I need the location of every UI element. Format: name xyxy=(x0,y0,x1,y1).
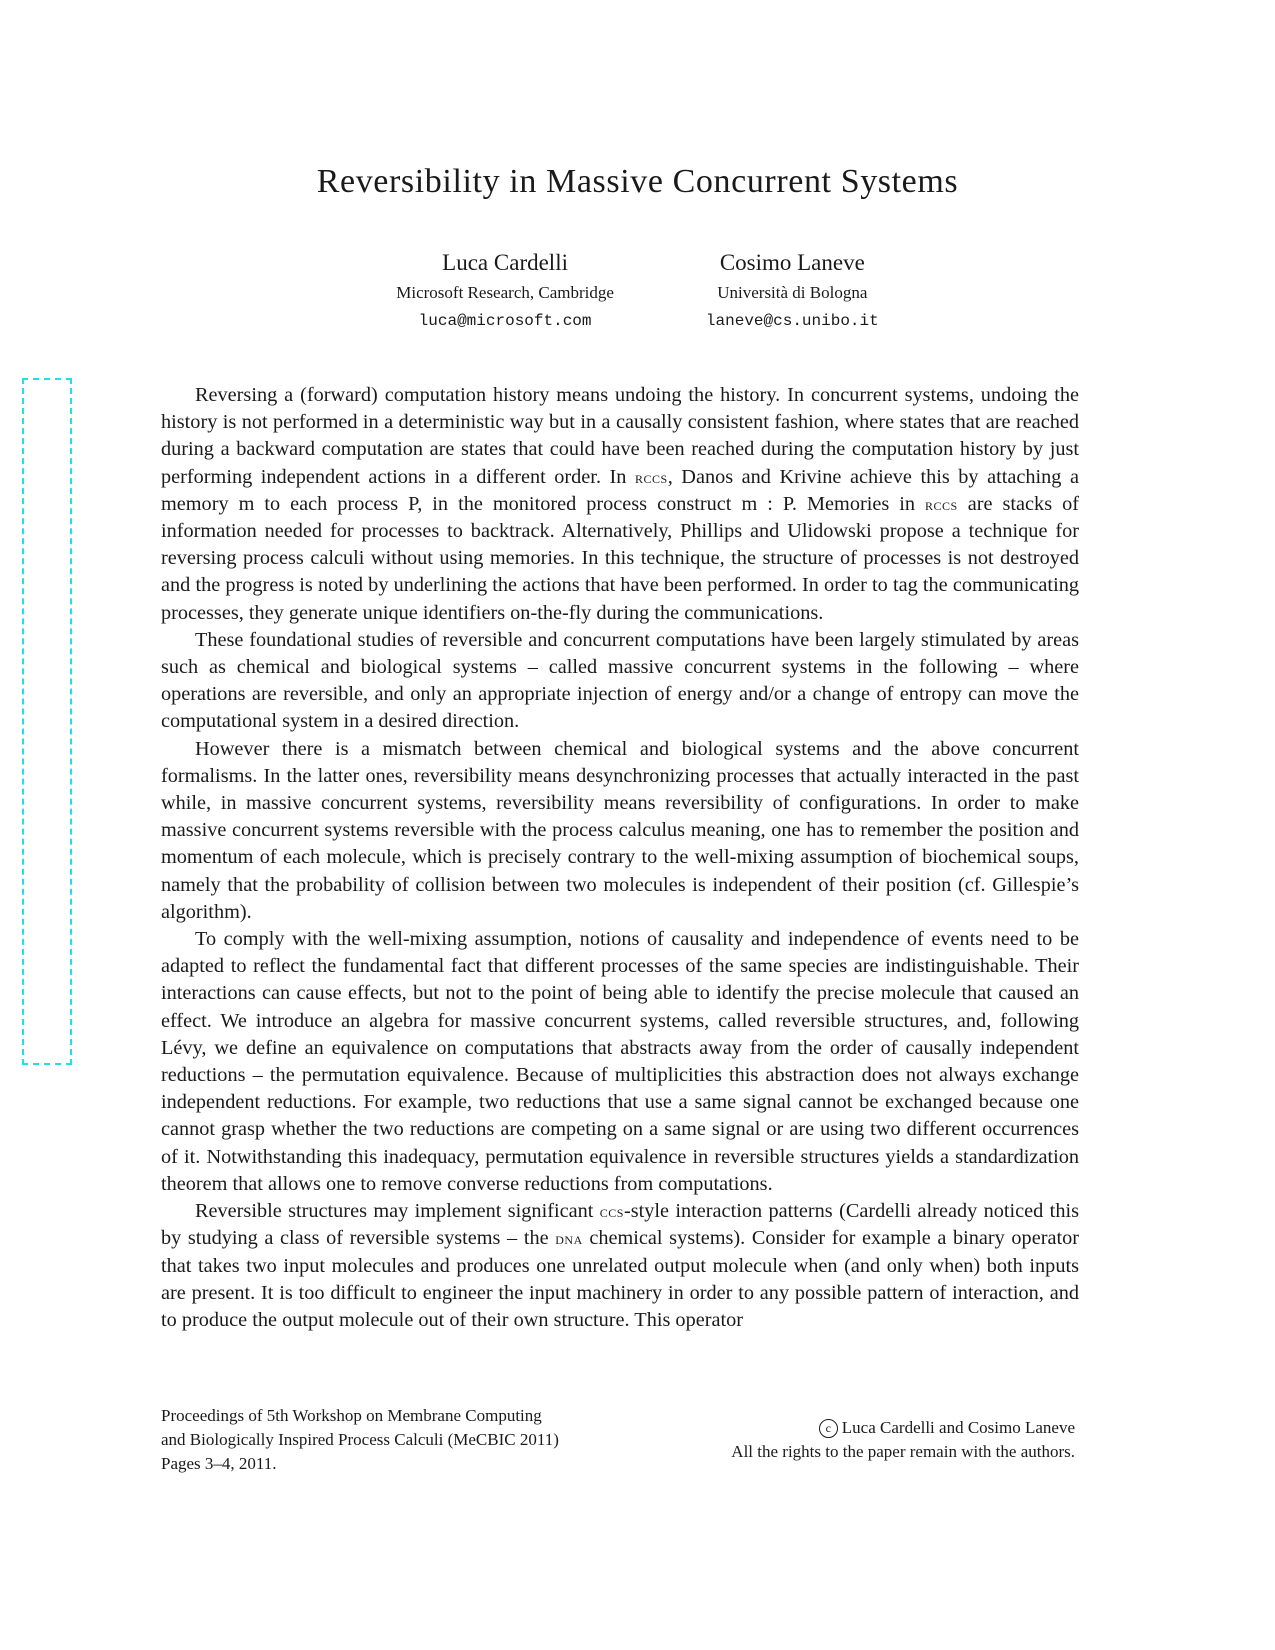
acronym-small-caps: rccs xyxy=(635,466,668,487)
body-paragraph xyxy=(161,382,1079,627)
proceedings-line: Pages 3–4, 2011. xyxy=(161,1454,277,1473)
paragraph-text: chemical systems). Consider for example a binary operator that takes two input molecules and produces one unrelated output molecule when (and only when) both inputs are present. It is too difficult to engineer the input machinery in order to any possible pattern of interaction, and to produce the output molecule out of their own structure. This operator xyxy=(161,1227,1079,1331)
paragraph-text: , Danos and Krivine achieve this by attaching a memory m to each process P, in the monitored process construct m : P. Memories in xyxy=(161,465,1079,515)
body-paragraph xyxy=(161,736,1079,926)
acronym-small-caps: rccs xyxy=(925,493,958,514)
author-block xyxy=(0,248,1275,334)
acronym-small-caps: ccs xyxy=(599,1201,624,1222)
author-1 xyxy=(396,248,614,334)
copyright-footer xyxy=(731,1416,1075,1464)
author-name: Luca Cardelli xyxy=(442,250,568,275)
acronym-small-caps: dna xyxy=(555,1228,583,1249)
author-name: Cosimo Laneve xyxy=(719,250,865,275)
author-affiliation: Università di Bologna xyxy=(717,283,868,302)
paragraph-text: -style interaction patterns (Cardelli already noticed this by studying a class of reversible systems – the xyxy=(161,1200,1079,1250)
paragraph-text: Reversing a (forward) computation history means undoing the history. In concurrent systems, undoing the history is not performed in a deterministic way but in a causally consistent fashion, where states that are reached during a backward computation are states that could have been reached during the computation history by just performing independent actions in a different order. In xyxy=(161,384,1079,488)
paper-title: Reversibility in Massive Concurrent Systems xyxy=(316,163,959,200)
copyright-line xyxy=(731,1416,1075,1440)
paragraph-text: However there is a mismatch between chemical and biological systems and the above concurrent formalisms. In the latter ones, reversibility means desynchronizing processes that actually interacted in the past while, in massive concurrent systems, reversibility means reversibility of configurations. In order to make massive concurrent systems reversible with the process calculus meaning, one has to remember the position and momentum of each molecule, which is precisely contrary to the well-mixing assumption of biochemical soups, namely that the probability of collision between two molecules is independent of their position (cf. Gillespie’s algorithm). xyxy=(161,737,1079,923)
body-paragraph xyxy=(161,926,1079,1198)
body-paragraph xyxy=(161,1198,1079,1334)
abstract-body xyxy=(161,382,1079,1334)
paragraph-text: Reversible structures may implement significant xyxy=(195,1200,600,1223)
paragraph-text: These foundational studies of reversible and concurrent computations have been largely stimulated by areas such as chemical and biological systems – called massive concurrent systems in the following – where operations are reversible, and only an appropriate injection of energy and/or a change of entropy can move the computational system in a desired direction. xyxy=(161,628,1079,733)
margin-annotation-box xyxy=(22,378,72,1065)
author-affiliation: Microsoft Research, Cambridge xyxy=(396,283,614,302)
author-email: laneve@cs.unibo.it xyxy=(705,312,879,330)
proceedings-line: and Biologically Inspired Process Calculi (MeCBIC 2011) xyxy=(161,1430,559,1449)
author-2 xyxy=(706,248,879,334)
rights-notice: All the rights to the paper remain with the authors. xyxy=(731,1442,1075,1461)
copyright-holders: Luca Cardelli and Cosimo Laneve xyxy=(841,1418,1075,1437)
paragraph-text: are stacks of information needed for processes to backtrack. Alternatively, Phillips and Ulidowski propose a technique for reversing process calculi without using memories. In this technique, the structure of processes is not destroyed and the progress is noted by underlining the actions that have been performed. In order to tag the communicating processes, they generate unique identifiers on-the-fly during the communications. xyxy=(161,492,1079,624)
proceedings-line: Proceedings of 5th Workshop on Membrane Computing xyxy=(161,1406,542,1425)
paragraph-text: To comply with the well-mixing assumption, notions of causality and independence of events need to be adapted to reflect the fundamental fact that different processes of the same species are indistinguishable. Their interactions can cause effects, but not to the point of being able to identify the precise molecule that caused an effect. We introduce an algebra for massive concurrent systems, called reversible structures, and, following Lévy, we define an equivalence on computations that abstracts away from the order of causally independent reductions – the permutation equivalence. Because of multiplicities this abstraction does not always exchange independent reductions. For example, two reductions that use a same signal cannot be exchanged because one cannot grasp whether the two reductions are competing on a same signal or are using two different occurrences of it. Notwithstanding this inadequacy, permutation equivalence in reversible structures yields a standardization theorem that allows one to remove converse reductions from computations. xyxy=(161,928,1079,1195)
proceedings-footer xyxy=(161,1404,559,1476)
copyright-icon: c xyxy=(819,1419,838,1438)
author-email: luca@microsoft.com xyxy=(418,312,592,330)
body-paragraph xyxy=(161,627,1079,736)
